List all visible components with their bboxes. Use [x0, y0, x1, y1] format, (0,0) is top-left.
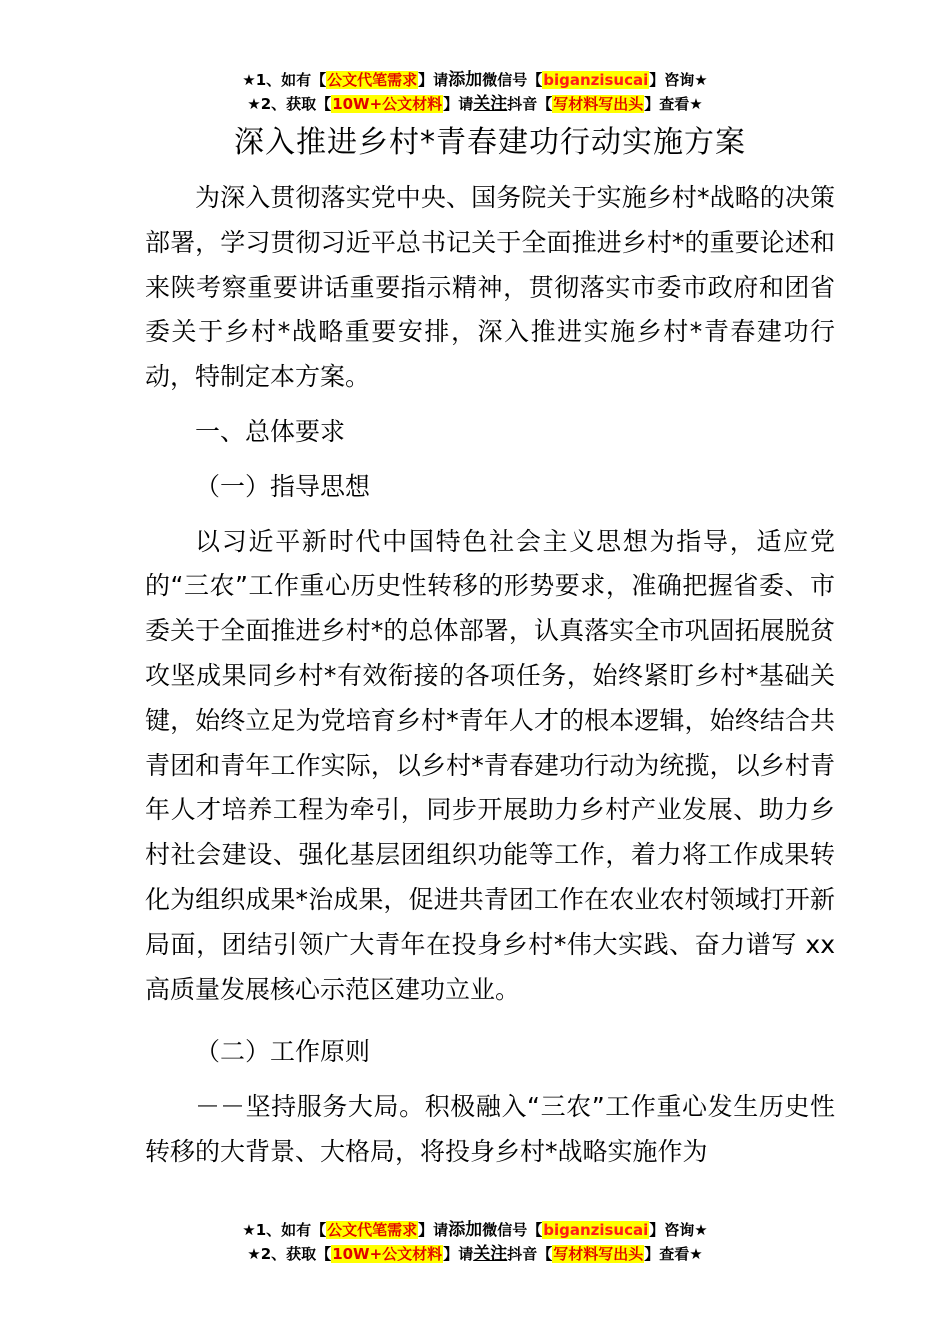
promo-text: 】请: [443, 95, 474, 113]
promo-emphasis: 添加: [448, 1220, 483, 1240]
promo-highlight: 写材料写出头: [553, 1245, 644, 1263]
promo-text: 】查看★: [644, 1245, 703, 1263]
promo-emphasis: 关注: [473, 1244, 508, 1264]
promo-text: 抖音【: [507, 95, 553, 113]
guiding-thought-paragraph: 以习近平新时代中国特色社会主义思想为指导，适应党的“三农”工作重心历史性转移的形势要求，准确把握省委、市委关于全面推进乡村*的总体部署，认真落实全市巩固拓展脱贫攻坚成果同乡村*有效衔接的各项任务，始终紧盯乡村*基础关键，始终立足为党培育乡村*青年人才的根本逻辑，始终结合共青团和青年工作实际，以乡村*青春建功行动为统揽，以乡村青年人才培养工程为牵引，同步开展助力乡村产业发展、助力乡村社会建设、强化基层团组织功能等工作，着力将工作成果转化为组织成果*治成果，促进共青团工作在农业农村领域打开新局面，团结引领广大青年在投身乡村*伟大实践、奋力谱写 xx 高质量发展核心示范区建功立业。: [145, 526, 835, 1004]
promo-banner-top: [0, 68, 950, 116]
promo-highlight: 10W+公文材料: [332, 95, 443, 113]
promo-text: 微信号【: [482, 71, 543, 89]
promo-line-1: [0, 68, 950, 92]
document-title: 深入推进乡村*青春建功行动实施方案: [234, 125, 746, 160]
promo-text: 】咨询★: [649, 71, 708, 89]
promo-highlight: 公文代笔需求: [327, 1221, 418, 1239]
promo-emphasis: 添加: [448, 70, 483, 90]
promo-text: 】请: [418, 1221, 449, 1239]
promo-text: 】请: [443, 1245, 474, 1263]
promo-highlight: biganzisucai: [543, 1221, 649, 1239]
promo-text: 】请: [418, 71, 449, 89]
spacer: [145, 1012, 835, 1020]
work-principle-paragraph: －－坚持服务大局。积极融入“三农”工作重心发生历史性转移的大背景、大格局，将投身乡村*战略实施作为: [145, 1092, 835, 1166]
promo-emphasis: 关注: [473, 94, 508, 114]
section-heading: 一、总体要求: [195, 416, 346, 446]
promo-line-1: [0, 1218, 950, 1242]
promo-highlight: 公文代笔需求: [327, 71, 418, 89]
promo-text: 微信号【: [482, 1221, 543, 1239]
promo-text: ★2、获取【: [247, 95, 332, 113]
promo-text: 】咨询★: [649, 1221, 708, 1239]
promo-highlight: 写材料写出头: [553, 95, 644, 113]
promo-highlight: 10W+公文材料: [332, 1245, 443, 1263]
subsection-heading: （一）指导思想: [195, 471, 371, 501]
promo-banner-bottom: [0, 1218, 950, 1266]
subsection-heading: （二）工作原则: [195, 1037, 371, 1067]
promo-text: 】查看★: [644, 95, 703, 113]
promo-highlight: biganzisucai: [543, 71, 649, 89]
document-body: [145, 118, 835, 1175]
promo-text: ★1、如有【: [242, 1221, 327, 1239]
promo-line-2: [0, 92, 950, 116]
promo-text: ★2、获取【: [247, 1245, 332, 1263]
promo-line-2: [0, 1242, 950, 1266]
promo-text: 抖音【: [507, 1245, 553, 1263]
promo-text: ★1、如有【: [242, 71, 327, 89]
intro-paragraph: 为深入贯彻落实党中央、国务院关于实施乡村*战略的决策部署，学习贯彻习近平总书记关于全面推进乡村*的重要论述和来陕考察重要讲话重要指示精神，贯彻落实市委市政府和团省委关于乡村*战略重要安排，深入推进实施乡村*青春建功行动，特制定本方案。: [145, 183, 835, 392]
